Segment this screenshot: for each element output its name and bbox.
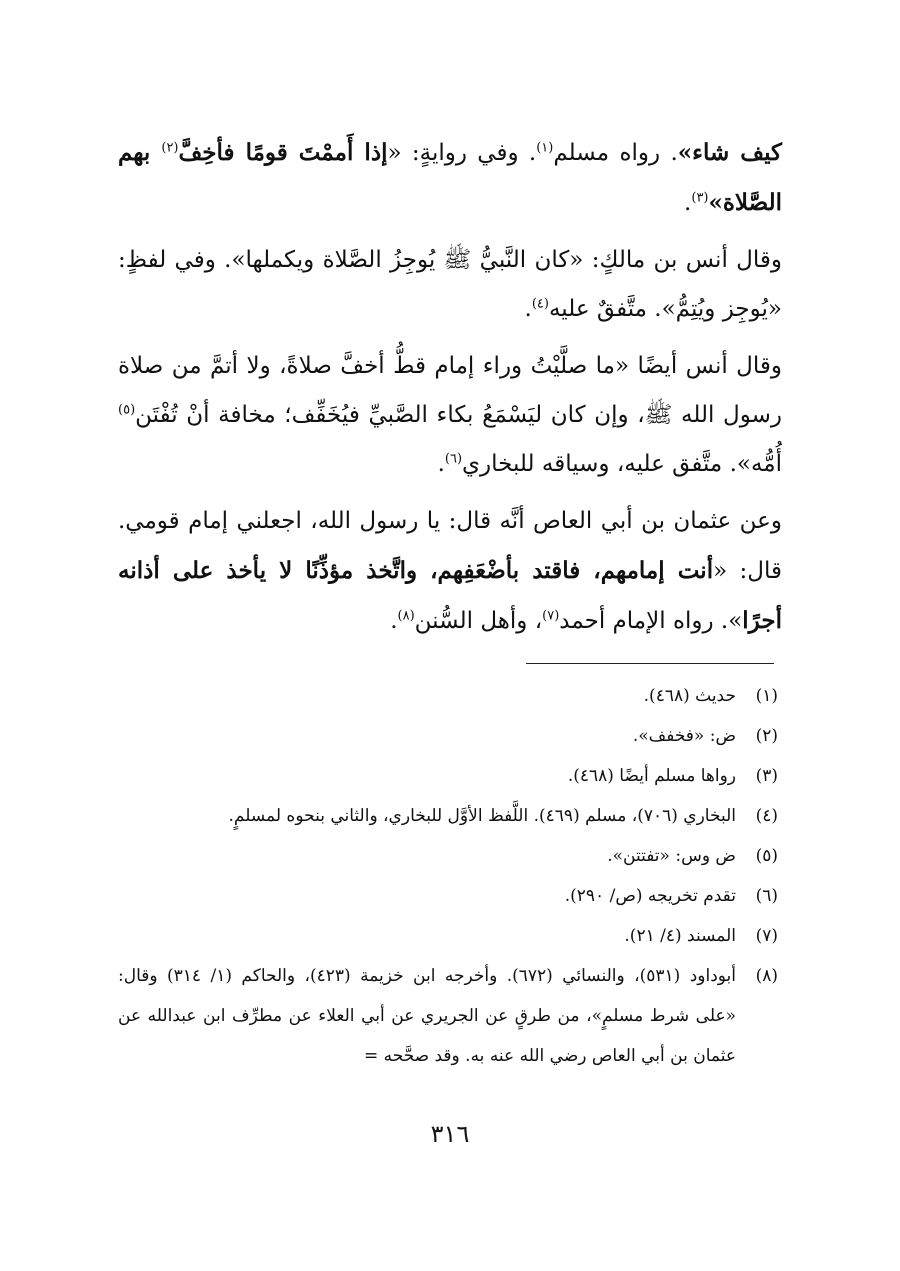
paragraph-text: . [437,451,445,477]
footnote-text: البخاري (٧٠٦)، مسلم (٤٦٩). اللَّفظ الأوَّل للبخاري، والثاني بنحوه لمسلمٍ. [228,806,736,826]
footnote-number: (٣) [755,766,778,786]
main-text [118,128,782,654]
footnotes [118,676,778,1076]
paragraph-2 [118,236,782,334]
hadith-text-bold: كيف شاء» [677,139,782,166]
footnote-ref: (١) [536,140,554,156]
hadith-text-bold: بهم الصَّلاة [118,139,782,216]
footnote-text: رواها مسلم أيضًا (٤٦٨). [567,766,736,786]
footnote-item [118,836,778,876]
footnote-item [118,676,778,716]
paragraph-text: ». رواه الإمام أحمد [559,608,743,634]
footnote-ref: (٨) [397,608,415,624]
paragraph-text: . [684,190,692,216]
footnote-number: (٧) [755,926,778,946]
footnote-item [118,876,778,916]
paragraph-text: أُمُّه». متَّفق عليه، وسياقه للبخاري [462,451,782,477]
paragraph-text: وقال أنس بن مالكٍ: «كان النَّبيُّ ﷺ يُوجِزُ الصَّلاة ويكملها». وفي لفظٍ: «يُوجِز ويُتِمُّ». متَّفقٌ عليه [118,247,782,322]
paragraph-text: وقال أنس أيضًا «ما صلَّيْتُ وراء إمام قطُّ أخفَّ صلاةً، ولا أتمَّ من صلاة رسول الله ﷺ، وإن كان ليَسْمَعُ بكاء الصَّبيِّ فيُخَفِّف؛ مخافة أنْ تُفْتَن [118,353,782,428]
paragraph-text: وعن عثمان بن أبي العاص أنَّه قال: يا رسول الله، اجعلني إمام قومي. قال: « [118,508,782,584]
footnote-number: (٤) [755,806,778,826]
footnote-divider [526,663,774,664]
footnote-item [118,716,778,756]
footnote-ref: (٧) [542,608,560,624]
footnote-item [118,956,778,1076]
paragraph-text: . رواه مسلم [553,140,678,166]
paragraph-text: . [524,296,532,322]
footnote-text: أبوداود (٥٣١)، والنسائي (٦٧٢). وأخرجه ابن خزيمة (٤٢٣)، والحاكم (١/ ٣١٤) وقال: «على شرط مسلمٍ»، من طرقٍ عن الجريري عن أبي العلاء عن مطرِّف ابن عبدالله عن عثمان بن أبي العاص رضي الله عنه به. وقد صحَّحه = [118,966,737,1066]
footnote-text: تقدم تخريجه (ص/ ٢٩٠). [564,886,736,906]
page-number: ٣١٦ [430,1120,470,1148]
footnote-ref: (٤) [531,296,549,312]
paragraph-text: » [708,189,723,216]
paragraph-text: . [390,608,398,634]
footnote-text: ض: «فخفف». [632,726,736,746]
footnote-ref: (٦) [444,451,463,467]
footnote-text: حديث (٤٦٨). [643,686,736,706]
footnote-text: المسند (٤/ ٢١). [624,926,736,946]
footnote-number: (٥) [755,846,778,866]
paragraph-text: ، وأهل السُّنن [414,608,543,634]
footnote-item [118,916,778,956]
footnote-item [118,756,778,796]
paragraph-text: . وفي روايةٍ: « [387,140,537,166]
footnote-ref: (٣) [691,190,709,206]
paragraph-3 [118,342,782,489]
footnote-number: (١) [755,686,778,706]
hadith-text-bold: أنت إمامهم، فاقتد بأضْعَفِهم، واتَّخذ مؤذِّنًا لا يأخذ على أذانه أجرًا [118,557,782,634]
footnote-text: ض وس: «تفتتن». [607,846,736,866]
footnote-ref: (٢) [161,140,179,156]
footnote-item [118,796,778,836]
footnote-number: (٢) [755,726,778,746]
footnote-number: (٦) [755,886,778,906]
paragraph-1 [118,128,782,228]
footnote-ref: (٥) [118,402,136,418]
paragraph-4 [118,497,782,646]
footnote-number: (٨) [755,966,778,986]
hadith-text-bold: إذا أَممْتَ قومًا فأخِفَّ [178,139,388,166]
